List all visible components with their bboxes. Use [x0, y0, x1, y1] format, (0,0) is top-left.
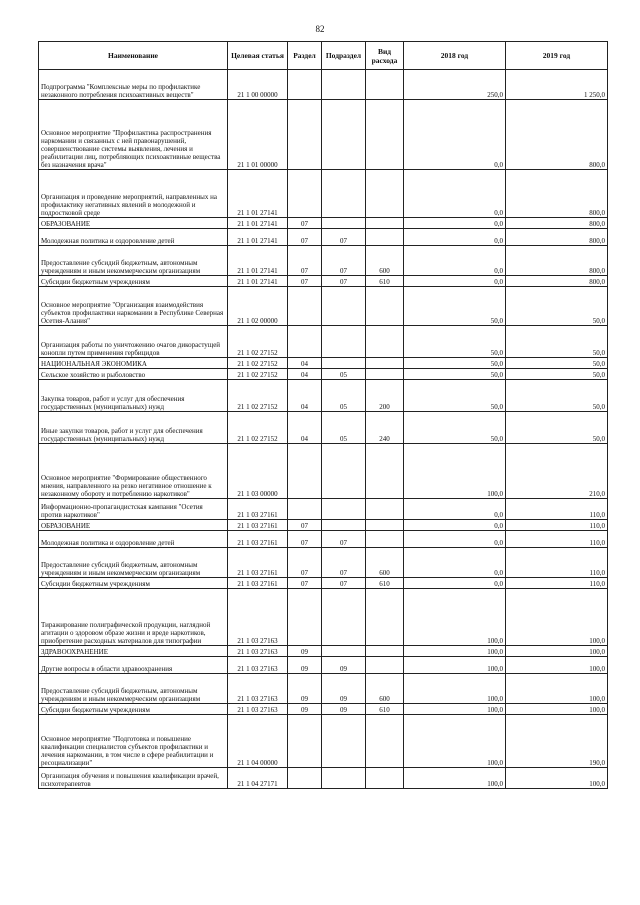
- row-target-article: 21 1 03 27163: [228, 646, 288, 657]
- row-amount-2018: 0,0: [404, 531, 506, 548]
- row-subsection: [322, 100, 366, 170]
- row-amount-2018: 100,0: [404, 444, 506, 499]
- row-section: 09: [288, 646, 322, 657]
- row-name: Организация и проведение мероприятий, направленных на профилактику негативных явлений в молодежной и подростковой среде: [39, 170, 228, 218]
- row-expense-type: [366, 287, 404, 326]
- table-row: [39, 218, 608, 229]
- row-section: 04: [288, 412, 322, 444]
- row-subsection: [322, 589, 366, 646]
- row-expense-type: [366, 170, 404, 218]
- page-number: 82: [315, 24, 325, 34]
- row-section: [288, 326, 322, 358]
- row-subsection: 07: [322, 578, 366, 589]
- row-name: Организация обучения и повышения квалификации врачей, психотерапевтов: [39, 768, 228, 789]
- row-subsection: [322, 218, 366, 229]
- row-subsection: [322, 499, 366, 520]
- row-name: Предоставление субсидий бюджетным, автономным учреждениям и иным некоммерческим организациям: [39, 548, 228, 578]
- row-target-article: 21 1 03 00000: [228, 444, 288, 499]
- row-name: Молодежная политика и оздоровление детей: [39, 229, 228, 246]
- row-section: [288, 287, 322, 326]
- table-row: [39, 704, 608, 715]
- row-target-article: 21 1 04 27171: [228, 768, 288, 789]
- row-name: Сельское хозяйство и рыболовство: [39, 369, 228, 380]
- table-row: [39, 358, 608, 369]
- row-expense-type: 610: [366, 276, 404, 287]
- row-subsection: [322, 170, 366, 218]
- row-amount-2019: 1 250,0: [506, 70, 608, 100]
- row-amount-2018: 0,0: [404, 520, 506, 531]
- row-amount-2018: 100,0: [404, 657, 506, 674]
- row-subsection: 07: [322, 548, 366, 578]
- row-name: Основное мероприятие "Подготовка и повышение квалификации специалистов субъектов профилактики и лечения наркомании, в том числе в сфере реабилитации и ресоциализации": [39, 715, 228, 768]
- table-row: [39, 70, 608, 100]
- table-row: [39, 520, 608, 531]
- row-expense-type: [366, 369, 404, 380]
- table-row: [39, 276, 608, 287]
- row-expense-type: [366, 358, 404, 369]
- table-row: [39, 657, 608, 674]
- row-target-article: 21 1 02 27152: [228, 358, 288, 369]
- row-amount-2019: 50,0: [506, 412, 608, 444]
- row-expense-type: [366, 218, 404, 229]
- row-name: Иные закупки товаров, работ и услуг для обеспечения государственных (муниципальных) нужд: [39, 412, 228, 444]
- col-header-subsection: Подраздел: [322, 42, 366, 70]
- row-section: 07: [288, 229, 322, 246]
- row-target-article: 21 1 01 27141: [228, 246, 288, 276]
- row-amount-2019: 100,0: [506, 674, 608, 704]
- row-expense-type: [366, 768, 404, 789]
- row-subsection: [322, 444, 366, 499]
- row-expense-type: 600: [366, 674, 404, 704]
- row-target-article: 21 1 00 00000: [228, 70, 288, 100]
- row-name: ЗДРАВООХРАНЕНИЕ: [39, 646, 228, 657]
- row-expense-type: 200: [366, 380, 404, 412]
- row-amount-2019: 50,0: [506, 369, 608, 380]
- row-amount-2018: 0,0: [404, 276, 506, 287]
- row-section: 09: [288, 704, 322, 715]
- col-header-expense-type: Вид расхода: [366, 42, 404, 70]
- row-amount-2018: 100,0: [404, 768, 506, 789]
- col-header-2018: 2018 год: [404, 42, 506, 70]
- row-target-article: 21 1 03 27163: [228, 674, 288, 704]
- col-header-2019: 2019 год: [506, 42, 608, 70]
- row-section: 04: [288, 380, 322, 412]
- table-row: [39, 380, 608, 412]
- row-name: ОБРАЗОВАНИЕ: [39, 218, 228, 229]
- row-section: [288, 444, 322, 499]
- row-target-article: 21 1 01 27141: [228, 218, 288, 229]
- row-name: Предоставление субсидий бюджетным, автономным учреждениям и иным некоммерческим организациям: [39, 674, 228, 704]
- row-expense-type: [366, 100, 404, 170]
- table-row: [39, 674, 608, 704]
- row-amount-2018: 0,0: [404, 499, 506, 520]
- row-target-article: 21 1 02 27152: [228, 412, 288, 444]
- row-target-article: 21 1 03 27161: [228, 531, 288, 548]
- row-subsection: [322, 520, 366, 531]
- row-amount-2018: 100,0: [404, 704, 506, 715]
- row-section: 07: [288, 531, 322, 548]
- row-expense-type: [366, 657, 404, 674]
- row-section: 09: [288, 674, 322, 704]
- row-section: 07: [288, 578, 322, 589]
- table-row: [39, 246, 608, 276]
- row-amount-2019: 110,0: [506, 520, 608, 531]
- row-name: Субсидии бюджетным учреждениям: [39, 704, 228, 715]
- row-amount-2018: 100,0: [404, 715, 506, 768]
- table-row: [39, 548, 608, 578]
- row-subsection: 05: [322, 369, 366, 380]
- row-amount-2018: 50,0: [404, 287, 506, 326]
- row-section: 07: [288, 218, 322, 229]
- row-amount-2018: 0,0: [404, 246, 506, 276]
- row-expense-type: [366, 499, 404, 520]
- row-name: Молодежная политика и оздоровление детей: [39, 531, 228, 548]
- row-amount-2019: 190,0: [506, 715, 608, 768]
- row-amount-2019: 800,0: [506, 218, 608, 229]
- row-subsection: [322, 768, 366, 789]
- row-subsection: 07: [322, 246, 366, 276]
- row-target-article: 21 1 03 27163: [228, 704, 288, 715]
- row-target-article: 21 1 03 27163: [228, 657, 288, 674]
- table-row: [39, 287, 608, 326]
- row-target-article: 21 1 01 00000: [228, 100, 288, 170]
- row-expense-type: [366, 444, 404, 499]
- col-header-target-article: Целевая статья: [228, 42, 288, 70]
- row-amount-2018: 250,0: [404, 70, 506, 100]
- row-amount-2018: 0,0: [404, 170, 506, 218]
- row-amount-2019: 100,0: [506, 657, 608, 674]
- row-amount-2019: 800,0: [506, 229, 608, 246]
- row-amount-2019: 100,0: [506, 768, 608, 789]
- row-subsection: 07: [322, 276, 366, 287]
- row-name: Закупка товаров, работ и услуг для обеспечения государственных (муниципальных) нужд: [39, 380, 228, 412]
- row-subsection: [322, 287, 366, 326]
- row-subsection: 07: [322, 531, 366, 548]
- table-row: [39, 646, 608, 657]
- row-target-article: 21 1 03 27161: [228, 520, 288, 531]
- table-row: [39, 589, 608, 646]
- row-name: Субсидии бюджетным учреждениям: [39, 276, 228, 287]
- row-expense-type: [366, 520, 404, 531]
- header-row: [39, 42, 608, 70]
- row-target-article: 21 1 03 27161: [228, 548, 288, 578]
- row-amount-2018: 0,0: [404, 578, 506, 589]
- row-subsection: [322, 358, 366, 369]
- row-target-article: 21 1 02 00000: [228, 287, 288, 326]
- table-row: [39, 170, 608, 218]
- row-target-article: 21 1 03 27163: [228, 589, 288, 646]
- row-subsection: 09: [322, 657, 366, 674]
- row-expense-type: 610: [366, 578, 404, 589]
- table-row: [39, 369, 608, 380]
- row-amount-2019: 110,0: [506, 531, 608, 548]
- row-name: НАЦИОНАЛЬНАЯ ЭКОНОМИКА: [39, 358, 228, 369]
- row-subsection: [322, 326, 366, 358]
- row-amount-2019: 110,0: [506, 499, 608, 520]
- row-expense-type: [366, 715, 404, 768]
- row-section: [288, 715, 322, 768]
- col-header-name: Наименование: [39, 42, 228, 70]
- row-target-article: 21 1 01 27141: [228, 170, 288, 218]
- row-amount-2018: 50,0: [404, 412, 506, 444]
- table-row: [39, 499, 608, 520]
- row-amount-2019: 100,0: [506, 704, 608, 715]
- row-amount-2019: 50,0: [506, 380, 608, 412]
- row-subsection: 09: [322, 674, 366, 704]
- row-section: 04: [288, 369, 322, 380]
- row-target-article: 21 1 02 27152: [228, 380, 288, 412]
- budget-table: [38, 41, 608, 789]
- row-section: [288, 589, 322, 646]
- row-target-article: 21 1 03 27161: [228, 499, 288, 520]
- row-name: Основное мероприятие "Организация взаимодействия субъектов профилактики наркомании в Республике Северная Осетия-Алания": [39, 287, 228, 326]
- row-section: 07: [288, 548, 322, 578]
- row-name: ОБРАЗОВАНИЕ: [39, 520, 228, 531]
- table-row: [39, 578, 608, 589]
- row-amount-2019: 210,0: [506, 444, 608, 499]
- table-body: [39, 70, 608, 789]
- row-amount-2018: 0,0: [404, 218, 506, 229]
- row-target-article: 21 1 03 27161: [228, 578, 288, 589]
- row-expense-type: 600: [366, 246, 404, 276]
- row-amount-2018: 50,0: [404, 326, 506, 358]
- row-section: 04: [288, 358, 322, 369]
- row-name: Подпрограмма "Комплексные меры по профилактике незаконного потребления психоактивных веществ": [39, 70, 228, 100]
- row-section: [288, 768, 322, 789]
- row-amount-2018: 100,0: [404, 589, 506, 646]
- row-amount-2019: 110,0: [506, 548, 608, 578]
- row-expense-type: [366, 531, 404, 548]
- row-subsection: [322, 646, 366, 657]
- row-target-article: 21 1 04 00000: [228, 715, 288, 768]
- row-amount-2018: 100,0: [404, 646, 506, 657]
- row-name: Предоставление субсидий бюджетным, автономным учреждениям и иным некоммерческим организациям: [39, 246, 228, 276]
- table-row: [39, 768, 608, 789]
- row-expense-type: [366, 326, 404, 358]
- row-amount-2018: 0,0: [404, 100, 506, 170]
- row-name: Информационно-пропагандистская кампания "Осетия против наркотиков": [39, 499, 228, 520]
- row-subsection: 05: [322, 380, 366, 412]
- row-section: [288, 170, 322, 218]
- row-subsection: 05: [322, 412, 366, 444]
- table-row: [39, 326, 608, 358]
- row-section: 09: [288, 657, 322, 674]
- row-expense-type: 240: [366, 412, 404, 444]
- table-row: [39, 531, 608, 548]
- row-amount-2018: 50,0: [404, 380, 506, 412]
- row-amount-2019: 110,0: [506, 578, 608, 589]
- row-amount-2019: 50,0: [506, 326, 608, 358]
- row-amount-2019: 50,0: [506, 287, 608, 326]
- table-row: [39, 100, 608, 170]
- col-header-section: Раздел: [288, 42, 322, 70]
- row-subsection: 09: [322, 704, 366, 715]
- row-name: Тиражирование полиграфической продукции, наглядной агитации о здоровом образе жизни и вреде наркотиков, приобретение расходных материалов для типографии: [39, 589, 228, 646]
- row-subsection: [322, 70, 366, 100]
- row-name: Основное мероприятие "Профилактика распространения наркомании и связанных с ней правонарушений, совершенствование системы выявления, лечения и реабилитации лиц, потребляющих психоактивные вещества без назначения врача": [39, 100, 228, 170]
- row-name: Основное мероприятие "Формирование общественного мнения, направленного на резко негативное отношение к незаконному обороту и потреблению наркотиков": [39, 444, 228, 499]
- row-section: [288, 100, 322, 170]
- row-subsection: 07: [322, 229, 366, 246]
- row-expense-type: [366, 70, 404, 100]
- row-expense-type: 610: [366, 704, 404, 715]
- row-amount-2019: 800,0: [506, 246, 608, 276]
- row-expense-type: [366, 646, 404, 657]
- row-amount-2019: 800,0: [506, 170, 608, 218]
- row-target-article: 21 1 02 27152: [228, 369, 288, 380]
- row-name: Субсидии бюджетным учреждениям: [39, 578, 228, 589]
- row-amount-2019: 800,0: [506, 276, 608, 287]
- row-section: [288, 70, 322, 100]
- row-target-article: 21 1 01 27141: [228, 276, 288, 287]
- row-subsection: [322, 715, 366, 768]
- row-section: 07: [288, 246, 322, 276]
- row-target-article: 21 1 02 27152: [228, 326, 288, 358]
- row-amount-2019: 100,0: [506, 589, 608, 646]
- row-expense-type: 600: [366, 548, 404, 578]
- row-target-article: 21 1 01 27141: [228, 229, 288, 246]
- row-amount-2018: 100,0: [404, 674, 506, 704]
- row-amount-2019: 50,0: [506, 358, 608, 369]
- row-expense-type: [366, 589, 404, 646]
- row-amount-2018: 0,0: [404, 548, 506, 578]
- row-name: Организация работы по уничтожению очагов дикорастущей конопли путем применения гербицидов: [39, 326, 228, 358]
- table-row: [39, 229, 608, 246]
- row-section: 07: [288, 276, 322, 287]
- row-amount-2018: 50,0: [404, 369, 506, 380]
- table-row: [39, 715, 608, 768]
- row-expense-type: [366, 229, 404, 246]
- table-row: [39, 412, 608, 444]
- row-amount-2019: 100,0: [506, 646, 608, 657]
- row-section: 07: [288, 520, 322, 531]
- row-name: Другие вопросы в области здравоохранения: [39, 657, 228, 674]
- row-amount-2018: 0,0: [404, 229, 506, 246]
- row-amount-2019: 800,0: [506, 100, 608, 170]
- row-amount-2018: 50,0: [404, 358, 506, 369]
- row-section: [288, 499, 322, 520]
- table-row: [39, 444, 608, 499]
